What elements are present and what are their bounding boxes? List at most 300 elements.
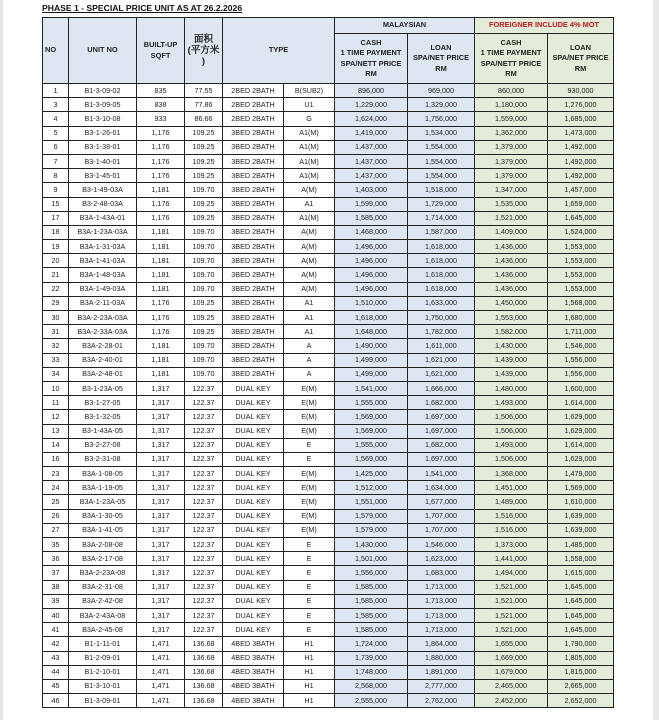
cash-line3: SPA/NETT PRICE [340,58,402,68]
cell-malaysian-cash: 1,496,000 [335,282,408,296]
cash-line4: RM [505,69,517,78]
cell-subtype: A1 [284,296,335,310]
cell-unit-no: B3-1-40-01 [69,154,137,168]
cell-built-up-sqft: 1,181 [137,339,185,353]
cell-malaysian-cash: 896,000 [335,84,408,98]
cell-type: DUAL KEY [223,538,284,552]
cell-type: 4BED 3BATH [223,665,284,679]
cell-area-sqm: 109.70 [185,254,223,268]
cell-foreigner-cash: 1,535,000 [475,197,548,211]
cell-malaysian-loan: 1,587,000 [408,225,475,239]
cell-malaysian-cash: 1,437,000 [335,140,408,154]
cell-foreigner-cash: 1,439,000 [475,353,548,367]
cell-unit-no: B1-3-09-02 [69,84,137,98]
cell-subtype: E [284,608,335,622]
cell-type: 4BED 3BATH [223,679,284,693]
cell-unit-no: B3-1-45-01 [69,169,137,183]
cell-foreigner-loan: 1,492,000 [548,169,614,183]
cell-foreigner-loan: 1,815,000 [548,665,614,679]
table-row [43,126,614,140]
table-row [43,637,614,651]
cell-area-sqm: 122.37 [185,438,223,452]
cell-foreigner-loan: 1,485,000 [548,538,614,552]
cell-area-sqm: 109.25 [185,154,223,168]
cell-subtype: A(M) [284,254,335,268]
table-row [43,665,614,679]
cell-foreigner-loan: 1,524,000 [548,225,614,239]
cell-built-up-sqft: 1,317 [137,623,185,637]
cell-unit-no: B3A-2-40-01 [69,353,137,367]
cell-foreigner-cash: 1,559,000 [475,112,548,126]
cell-area-sqm: 136.68 [185,679,223,693]
cell-subtype: E [284,594,335,608]
cell-no: 24 [43,481,69,495]
cell-area-sqm: 77.55 [185,84,223,98]
cell-foreigner-loan: 2,652,000 [548,694,614,708]
header-foreigner-cash [475,34,548,84]
cell-malaysian-loan: 1,729,000 [408,197,475,211]
cell-malaysian-loan: 1,541,000 [408,467,475,481]
cell-subtype: A1 [284,197,335,211]
cell-type: 2BED 2BATH [223,98,284,112]
cell-malaysian-cash: 1,579,000 [335,523,408,537]
header-type-label: TYPE [268,45,289,55]
cell-foreigner-cash: 1,489,000 [475,495,548,509]
cell-type: 3BED 2BATH [223,296,284,310]
cell-area-sqm: 86.66 [185,112,223,126]
cell-built-up-sqft: 1,317 [137,410,185,424]
cell-built-up-sqft: 1,471 [137,637,185,651]
cell-foreigner-cash: 1,436,000 [475,254,548,268]
cell-area-sqm: 122.37 [185,594,223,608]
cell-unit-no: B3A-2-48-01 [69,367,137,381]
cell-foreigner-cash: 1,373,000 [475,538,548,552]
cell-foreigner-cash: 1,480,000 [475,381,548,395]
cell-no: 43 [43,651,69,665]
cell-built-up-sqft: 1,317 [137,467,185,481]
cell-malaysian-cash: 1,618,000 [335,311,408,325]
cell-malaysian-cash: 1,437,000 [335,169,408,183]
cell-built-up-sqft: 1,181 [137,353,185,367]
cell-foreigner-cash: 1,521,000 [475,623,548,637]
cell-malaysian-loan: 2,762,000 [408,694,475,708]
cell-malaysian-cash: 1,468,000 [335,225,408,239]
cell-malaysian-cash: 1,556,000 [335,566,408,580]
cell-foreigner-loan: 1,600,000 [548,381,614,395]
cell-area-sqm: 109.70 [185,353,223,367]
vertical-scrollbar[interactable] [653,0,659,720]
cell-unit-no: B3A-1-43A-01 [69,211,137,225]
cell-area-sqm: 122.37 [185,523,223,537]
cell-unit-no: B3A-1-08-05 [69,467,137,481]
cell-no: 13 [43,424,69,438]
table-row [43,495,614,509]
cell-malaysian-cash: 1,585,000 [335,594,408,608]
cell-subtype: H1 [284,679,335,693]
cell-foreigner-cash: 1,362,000 [475,126,548,140]
cell-malaysian-loan: 1,618,000 [408,282,475,296]
cell-malaysian-loan: 1,633,000 [408,296,475,310]
cell-type: DUAL KEY [223,396,284,410]
cell-foreigner-loan: 1,711,000 [548,325,614,339]
cash-line4: RM [365,69,377,78]
cell-area-sqm: 122.37 [185,580,223,594]
cell-built-up-sqft: 1,317 [137,481,185,495]
table-row [43,594,614,608]
cell-no: 37 [43,566,69,580]
cell-no: 45 [43,679,69,693]
cash-line2: 1 TIME PAYMENT [480,48,542,57]
cell-malaysian-cash: 1,419,000 [335,126,408,140]
cell-subtype: A(M) [284,183,335,197]
cell-malaysian-loan: 1,534,000 [408,126,475,140]
cell-subtype: H1 [284,637,335,651]
cell-malaysian-cash: 1,541,000 [335,381,408,395]
cell-foreigner-cash: 1,439,000 [475,367,548,381]
cell-foreigner-cash: 1,553,000 [475,311,548,325]
cell-subtype: A(M) [284,282,335,296]
cell-malaysian-cash: 1,748,000 [335,665,408,679]
cell-malaysian-cash: 1,624,000 [335,112,408,126]
cell-unit-no: B3-1-27-05 [69,396,137,410]
header-built-up-line1: BUILT-UP [143,40,178,49]
cell-unit-no: B3A-2-33A-03A [69,325,137,339]
table-row [43,225,614,239]
cell-foreigner-loan: 1,556,000 [548,367,614,381]
table-row [43,325,614,339]
cell-foreigner-cash: 1,521,000 [475,608,548,622]
table-row [43,467,614,481]
table-row [43,98,614,112]
cell-unit-no: B3A-2-31-08 [69,580,137,594]
cell-no: 46 [43,694,69,708]
cell-area-sqm: 77.86 [185,98,223,112]
header-foreigner-label: FOREIGNER INCLUDE 4% MOT [489,20,600,30]
cell-type: 3BED 2BATH [223,240,284,254]
cell-subtype: E [284,580,335,594]
cell-unit-no: B3A-1-48-03A [69,268,137,282]
cell-no: 4 [43,112,69,126]
header-area-line2: (平方米 [187,45,220,56]
cell-type: DUAL KEY [223,608,284,622]
cell-malaysian-loan: 1,623,000 [408,552,475,566]
cell-no: 25 [43,495,69,509]
cell-foreigner-cash: 1,450,000 [475,296,548,310]
cell-built-up-sqft: 1,317 [137,438,185,452]
cell-type: DUAL KEY [223,410,284,424]
header-type [223,18,335,84]
cell-malaysian-loan: 1,713,000 [408,580,475,594]
cell-subtype: E [284,566,335,580]
cell-foreigner-loan: 1,610,000 [548,495,614,509]
cell-type: DUAL KEY [223,467,284,481]
cell-built-up-sqft: 1,471 [137,665,185,679]
cell-no: 39 [43,594,69,608]
cell-area-sqm: 136.68 [185,637,223,651]
cell-foreigner-loan: 1,645,000 [548,594,614,608]
table-row [43,523,614,537]
cell-foreigner-cash: 860,000 [475,84,548,98]
cell-malaysian-loan: 1,713,000 [408,608,475,622]
table-row [43,481,614,495]
table-row [43,84,614,98]
cell-unit-no: B3A-1-41-03A [69,254,137,268]
cell-no: 26 [43,509,69,523]
cell-no: 19 [43,240,69,254]
cell-malaysian-loan: 1,618,000 [408,254,475,268]
cell-malaysian-cash: 1,425,000 [335,467,408,481]
cell-area-sqm: 122.37 [185,552,223,566]
cell-area-sqm: 109.70 [185,339,223,353]
cell-malaysian-loan: 1,611,000 [408,339,475,353]
cell-unit-no: B1-1-11-01 [69,637,137,651]
cell-unit-no: B3A-2-23A-03A [69,311,137,325]
cell-built-up-sqft: 1,176 [137,311,185,325]
cell-area-sqm: 122.37 [185,410,223,424]
cell-type: DUAL KEY [223,523,284,537]
cell-type: 4BED 3BATH [223,637,284,651]
left-margin-strip [0,0,3,720]
table-row [43,268,614,282]
price-table [42,17,614,708]
cell-foreigner-cash: 1,582,000 [475,325,548,339]
loan-line1: LOAN [430,42,452,52]
cell-foreigner-loan: 1,614,000 [548,438,614,452]
cell-type: DUAL KEY [223,481,284,495]
cell-subtype: H1 [284,665,335,679]
cell-unit-no: B3A-2-23A-08 [69,566,137,580]
cell-malaysian-loan: 1,618,000 [408,240,475,254]
cell-foreigner-loan: 1,645,000 [548,211,614,225]
table-row [43,608,614,622]
cell-built-up-sqft: 1,181 [137,268,185,282]
table-row [43,296,614,310]
header-foreigner-group [475,18,614,34]
cell-area-sqm: 109.25 [185,211,223,225]
cell-malaysian-loan: 1,864,000 [408,637,475,651]
cell-foreigner-loan: 1,685,000 [548,112,614,126]
cell-unit-no: B3A-1-23A-05 [69,495,137,509]
cell-malaysian-cash: 1,739,000 [335,651,408,665]
table-row [43,694,614,708]
cell-unit-no: B3-1-23A-05 [69,381,137,395]
cell-built-up-sqft: 1,317 [137,509,185,523]
cell-area-sqm: 122.37 [185,424,223,438]
cell-subtype: A(M) [284,240,335,254]
table-row [43,580,614,594]
cell-subtype: E(M) [284,396,335,410]
cell-foreigner-cash: 1,679,000 [475,665,548,679]
cell-built-up-sqft: 1,317 [137,594,185,608]
cell-foreigner-loan: 1,805,000 [548,651,614,665]
cell-unit-no: B3A-1-23A-03A [69,225,137,239]
cell-area-sqm: 109.25 [185,140,223,154]
cell-no: 35 [43,538,69,552]
cell-subtype: A [284,339,335,353]
table-header [43,18,614,84]
cell-no: 31 [43,325,69,339]
cell-subtype: E(M) [284,495,335,509]
cell-type: DUAL KEY [223,552,284,566]
cell-unit-no: B3A-2-08-08 [69,538,137,552]
cell-type: 3BED 2BATH [223,282,284,296]
cell-malaysian-loan: 1,677,000 [408,495,475,509]
cash-line3: SPA/NETT PRICE [480,58,542,68]
cell-subtype: E(M) [284,424,335,438]
table-row [43,679,614,693]
cell-area-sqm: 109.25 [185,169,223,183]
cell-malaysian-loan: 1,880,000 [408,651,475,665]
cell-subtype: A1(M) [284,154,335,168]
cell-built-up-sqft: 1,176 [137,296,185,310]
cell-built-up-sqft: 1,181 [137,240,185,254]
cell-subtype: A1(M) [284,140,335,154]
cell-foreigner-cash: 1,516,000 [475,509,548,523]
cell-unit-no: B3-2-31-08 [69,452,137,466]
loan-line1: LOAN [570,42,591,52]
cell-built-up-sqft: 1,471 [137,694,185,708]
cell-built-up-sqft: 835 [137,84,185,98]
cell-no: 20 [43,254,69,268]
cell-built-up-sqft: 1,317 [137,381,185,395]
cell-built-up-sqft: 1,317 [137,495,185,509]
cell-foreigner-loan: 1,492,000 [548,154,614,168]
cell-built-up-sqft: 1,317 [137,580,185,594]
cell-malaysian-cash: 1,724,000 [335,637,408,651]
cell-foreigner-cash: 1,379,000 [475,169,548,183]
header-no-label: NO [45,45,57,55]
cell-foreigner-loan: 1,276,000 [548,98,614,112]
cell-built-up-sqft: 1,317 [137,566,185,580]
cell-area-sqm: 109.70 [185,225,223,239]
cell-malaysian-cash: 1,437,000 [335,154,408,168]
cell-subtype: E(M) [284,481,335,495]
header-area-sqm [185,18,223,84]
cell-foreigner-loan: 1,492,000 [548,140,614,154]
cell-unit-no: B3A-1-19-05 [69,481,137,495]
cell-foreigner-cash: 1,506,000 [475,452,548,466]
cell-foreigner-loan: 1,569,000 [548,481,614,495]
cell-malaysian-cash: 1,496,000 [335,254,408,268]
cell-foreigner-cash: 1,409,000 [475,225,548,239]
cell-malaysian-loan: 1,618,000 [408,268,475,282]
cell-area-sqm: 109.70 [185,240,223,254]
cell-type: 3BED 2BATH [223,140,284,154]
cell-foreigner-loan: 1,553,000 [548,254,614,268]
cell-no: 44 [43,665,69,679]
cell-subtype: E(M) [284,509,335,523]
cell-built-up-sqft: 1,181 [137,254,185,268]
cell-malaysian-loan: 1,756,000 [408,112,475,126]
cell-built-up-sqft: 1,176 [137,126,185,140]
cell-subtype: A(M) [284,225,335,239]
cell-subtype: A [284,353,335,367]
cell-foreigner-cash: 1,430,000 [475,339,548,353]
cell-type: 2BED 2BATH [223,84,284,98]
cell-foreigner-cash: 1,451,000 [475,481,548,495]
cell-malaysian-cash: 1,510,000 [335,296,408,310]
cell-type: 3BED 2BATH [223,367,284,381]
cell-malaysian-cash: 1,648,000 [335,325,408,339]
cell-malaysian-loan: 1,666,000 [408,381,475,395]
cell-area-sqm: 122.37 [185,481,223,495]
cell-unit-no: B1-3-10-08 [69,112,137,126]
cell-malaysian-loan: 1,682,000 [408,396,475,410]
cell-no: 8 [43,169,69,183]
table-row [43,339,614,353]
cell-subtype: E [284,438,335,452]
cell-foreigner-cash: 1,506,000 [475,410,548,424]
cell-area-sqm: 109.25 [185,311,223,325]
cell-built-up-sqft: 933 [137,112,185,126]
cell-subtype: G [284,112,335,126]
cell-subtype: E(M) [284,467,335,481]
cell-malaysian-loan: 969,000 [408,84,475,98]
cell-foreigner-loan: 1,558,000 [548,552,614,566]
cell-no: 9 [43,183,69,197]
cell-malaysian-loan: 1,714,000 [408,211,475,225]
cell-unit-no: B3-2-48-03A [69,197,137,211]
cell-subtype: E [284,552,335,566]
cell-no: 10 [43,381,69,395]
cell-no: 34 [43,367,69,381]
cell-foreigner-cash: 1,494,000 [475,566,548,580]
cell-built-up-sqft: 1,181 [137,367,185,381]
page-title: PHASE 1 - SPECIAL PRICE UNIT AS AT 26.2.2026 [42,3,243,13]
cell-built-up-sqft: 1,317 [137,424,185,438]
cell-subtype: H1 [284,651,335,665]
cash-line1: CASH [360,37,382,47]
cell-type: 3BED 2BATH [223,254,284,268]
header-area-line1: 面积 [193,34,213,45]
table-row [43,509,614,523]
cell-unit-no: B3A-1-49-03A [69,282,137,296]
cell-area-sqm: 122.37 [185,566,223,580]
cell-foreigner-cash: 1,436,000 [475,240,548,254]
header-built-up [137,18,185,84]
cell-no: 38 [43,580,69,594]
cash-line2: 1 TIME PAYMENT [340,48,402,57]
cell-malaysian-loan: 1,697,000 [408,410,475,424]
cell-no: 30 [43,311,69,325]
cell-malaysian-cash: 2,568,000 [335,679,408,693]
cell-area-sqm: 136.68 [185,651,223,665]
cell-subtype: A1 [284,311,335,325]
cell-malaysian-loan: 1,621,000 [408,367,475,381]
cell-foreigner-loan: 1,546,000 [548,339,614,353]
cell-malaysian-cash: 1,430,000 [335,538,408,552]
cell-foreigner-loan: 1,556,000 [548,353,614,367]
header-area-line3: ) [201,56,206,67]
cell-subtype: U1 [284,98,335,112]
cell-type: DUAL KEY [223,623,284,637]
cell-malaysian-loan: 1,546,000 [408,538,475,552]
cell-unit-no: B3-1-49-03A [69,183,137,197]
cell-area-sqm: 109.70 [185,282,223,296]
cell-foreigner-cash: 1,521,000 [475,594,548,608]
table-row [43,538,614,552]
cell-foreigner-cash: 1,506,000 [475,424,548,438]
cell-subtype: E(M) [284,523,335,537]
cell-malaysian-loan: 1,750,000 [408,311,475,325]
cell-type: 3BED 2BATH [223,325,284,339]
table-row [43,211,614,225]
cell-no: 3 [43,98,69,112]
table-row [43,367,614,381]
cell-area-sqm: 136.68 [185,665,223,679]
cell-malaysian-loan: 1,713,000 [408,623,475,637]
cell-subtype: A(M) [284,268,335,282]
